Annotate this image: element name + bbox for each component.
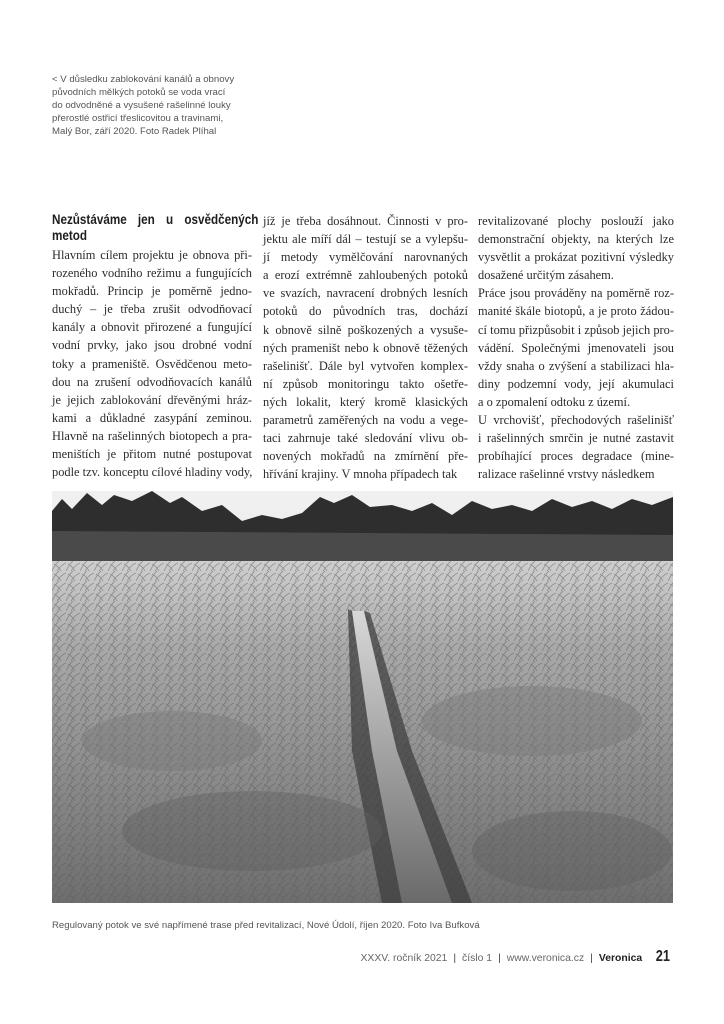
footer-website-link[interactable]: www.veronica.cz (506, 953, 585, 964)
caption-line: původních mělkých potoků se voda vrací (52, 87, 226, 98)
caption-line: < V důsledku zablokování kanálů a obnovy (52, 74, 235, 85)
article-text-line: jektu ale míří dál – testují se a vylepšu- (263, 232, 468, 247)
section-heading (52, 212, 258, 244)
page-number: 21 (655, 948, 671, 965)
article-text-line: dosažené určitým zásahem. (478, 268, 614, 283)
footer-separator: | (453, 953, 457, 964)
column-1-body (52, 246, 252, 481)
stream-meadow-photo (52, 491, 673, 903)
footer-volume: XXXV. ročník 2021 (360, 953, 448, 964)
caption-line: přerostlé ostřicí třeslicovitou a travinami, (52, 113, 224, 124)
article-text-line: kami a důkladné zasypání zeminou. (52, 410, 252, 425)
caption-line: do odvodněné a vysušené rašelinné louky (52, 100, 231, 111)
article-text-line: taci zahrnuje také sledování vlivu ob- (263, 431, 468, 446)
footer-issue: číslo 1 (462, 953, 493, 964)
article-text-line: Hlavním cílem projektu je obnova při- (52, 248, 252, 262)
article-text-line: hřívání krajiny. V mnoha případech tak (263, 467, 458, 482)
article-text-line: Práce jsou prováděny na poměrně roz- (478, 286, 674, 301)
footer-separator: | (590, 953, 593, 964)
photo-illustration (52, 491, 673, 903)
article-text-line: parametrů zaměřených na vodu a vege- (263, 413, 468, 428)
article-text-line: potoků do původních tras, dochází (263, 304, 468, 319)
article-text-line: probíhající proces degradace (mine- (478, 449, 674, 464)
article-text-line: ve svazích, navracení drobných lesních (263, 286, 468, 301)
article-text-line: vádění. Společnými jmenovateli jsou (478, 340, 674, 355)
article-text-line: ných lokalit, který kromě klasických (263, 394, 468, 409)
article-text-line: podle tzv. konceptu cílové hladiny vody, (52, 465, 253, 480)
article-text-line: vysvětlit a prokázat pozitivní výsledky (478, 250, 674, 265)
article-text-line: vodní prvky, jako jsou drobné vodní (52, 338, 252, 353)
article-text-line: U vrchovišť, přechodových rašelinišť (478, 413, 674, 428)
article-text-line: toky a prameniště. Osvědčenou meto- (52, 356, 252, 371)
heading-line: Nezůstáváme jen u osvědčených (52, 212, 259, 227)
top-photo-caption (52, 73, 302, 138)
footer-separator: | (498, 953, 501, 964)
article-text-line: demonstrační objekty, na kterých lze (478, 232, 674, 247)
article-text-line: manité škále biotopů, a je proto žádou- (478, 304, 674, 319)
heading-line: metod (52, 228, 88, 243)
article-text-line: ných prameništ nebo k obnově těžených (263, 340, 468, 355)
page-footer (361, 948, 673, 968)
article-text-line: jí metody vymělčování narovnaných (263, 250, 468, 265)
article-text-line: rozeného vodního režimu a fungujících (52, 266, 252, 281)
article-text-line: ní způsob monitoringu takto ošetře- (263, 376, 468, 391)
article-text-line: diny podzemní vody, její akumulaci (478, 376, 674, 391)
article-text-line: revitalizované plochy poslouží jako (478, 214, 674, 228)
article-text-line: je jejich zablokování dřevěnými hráz- (52, 392, 252, 407)
article-text-line: ralizace rašelinné vrstvy následkem (478, 467, 655, 482)
article-text-line: rašelinišť. Dále byl vytvořen komplex- (263, 358, 468, 373)
article-column-1 (52, 212, 259, 481)
article-text-line: a o zpomalení odtoku z území. (478, 394, 631, 409)
article-text-line: meništích je přitom nutné postupovat (52, 447, 252, 462)
caption-line: Malý Bor, září 2020. Foto Radek Plíhal (52, 126, 217, 137)
article-text-line: kanály a obnovit přirozené a fungující (52, 320, 252, 335)
article-text-line: duchý – je třeba zrušit odvodňovací (52, 302, 252, 317)
article-text-line: mokřadů. Princip je poměrně jedno- (52, 284, 252, 299)
footer-brand: Veronica (598, 953, 643, 964)
article-text-line: vždy snaha o zvýšení a stabilizaci hla- (478, 358, 674, 373)
article-text-line: i rašelinných smrčin je nutné zastavit (478, 431, 674, 446)
article-text-line: a erozí extrémně zahloubených potoků (263, 268, 468, 283)
article-text-line: k obnově silně poškozených a vysuše- (263, 322, 468, 337)
article-text-line: novených mokřadů na zmírnění pře- (263, 449, 468, 464)
article-text-line: jíž je třeba dosáhnout. Činnosti v pro- (263, 214, 468, 228)
photo-caption: Regulovaný potok ve své napřímené trase před revitalizací, Nové Údolí, říjen 2020. Foto Iva Bufková (52, 920, 480, 931)
article-column-2 (263, 212, 468, 483)
article-text-line: dou na zrušení odvodňovacích kanálů (52, 374, 252, 389)
article-text-line: cí tomu přizpůsobit i způsob jejich pro- (478, 322, 674, 337)
article-column-3 (478, 212, 674, 483)
article-text-line: Hlavně na rašelinných biotopech a pra- (52, 428, 252, 443)
